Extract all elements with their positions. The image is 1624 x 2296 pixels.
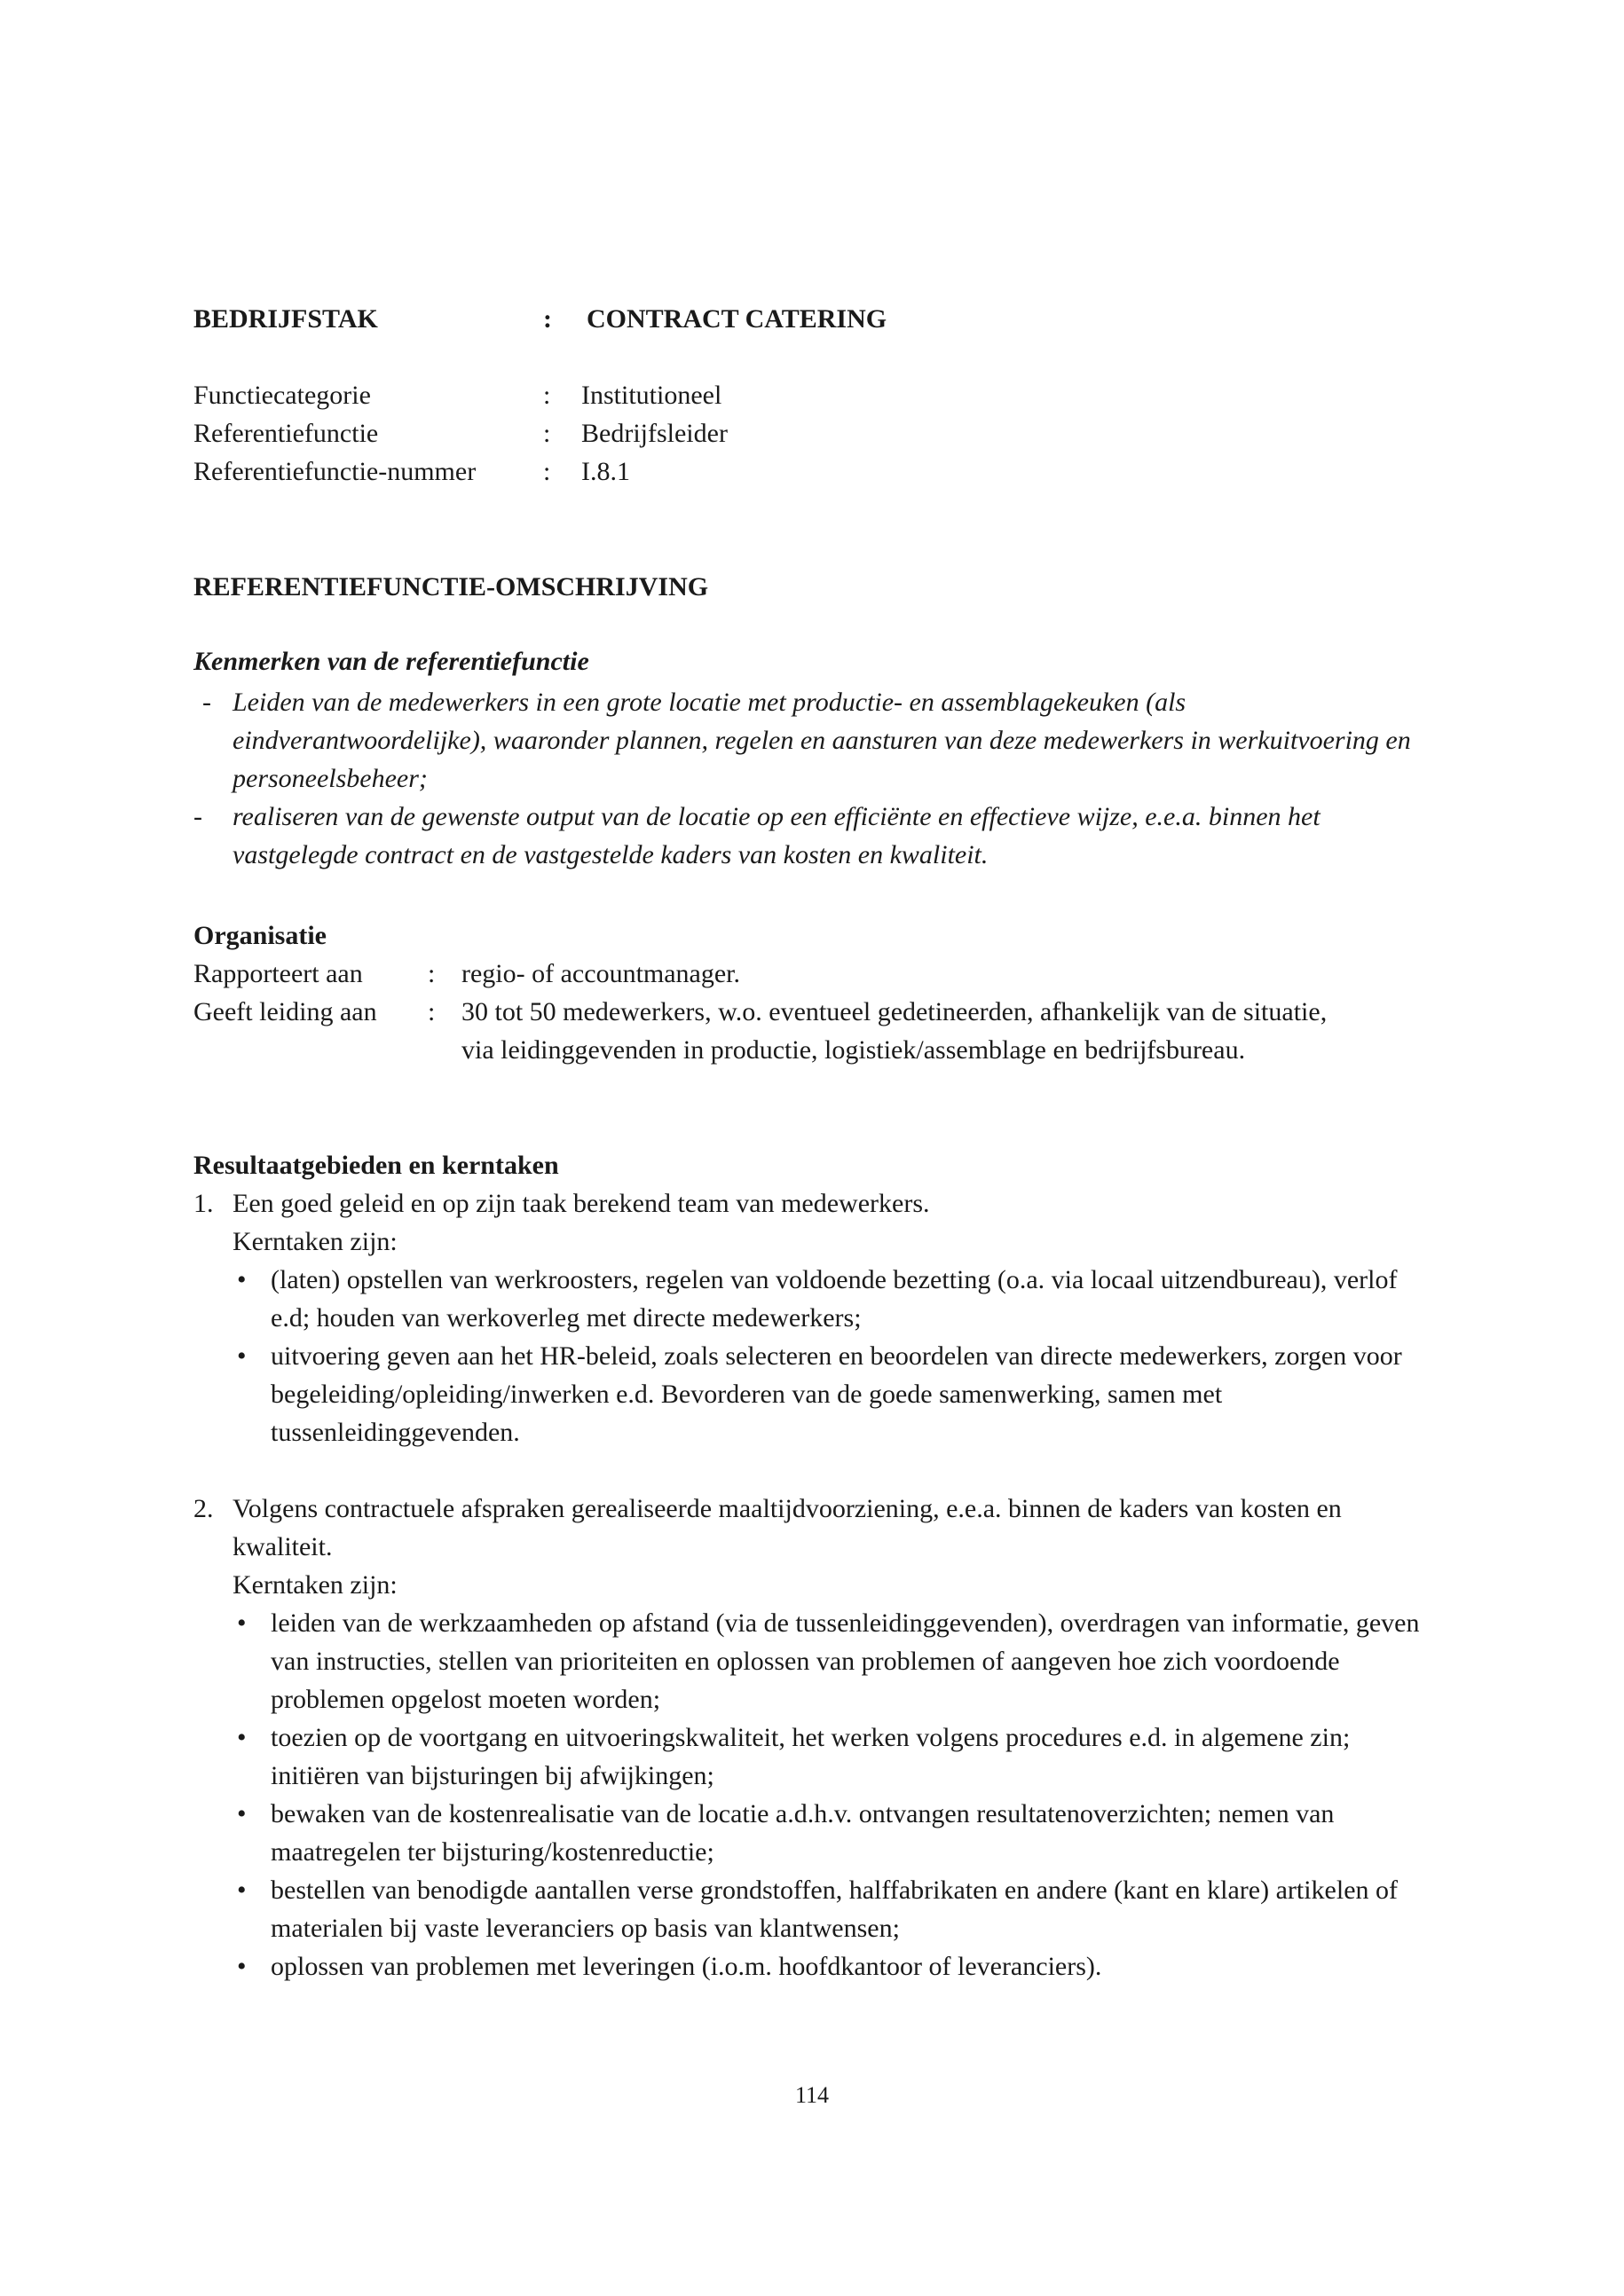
task-text: (laten) opstellen van werkroosters, regelen van voldoende bezetting (o.a. via locaal uitzendbureau), verlof e.d; houden van werkoverleg met directe medewerkers; (271, 1265, 1398, 1333)
separator: : (543, 419, 551, 448)
results-heading: Resultaatgebieden en kerntaken (193, 1151, 559, 1180)
separator: : (543, 304, 552, 334)
bullet-marker: • (237, 1723, 247, 1752)
field-value: Bedrijfsleider (581, 419, 728, 448)
separator: : (428, 997, 436, 1026)
task-text: toezien op de voortgang en uitvoeringskwaliteit, het werken volgens procedures e.d. in algemene zin; initiëren van bijsturingen bij afwijkingen; (271, 1723, 1351, 1790)
dash-marker: - (193, 802, 202, 831)
list-item (193, 1871, 1436, 1947)
task-text: oplossen van problemen met leveringen (i.o.m. hoofdkantoor of leveranciers). (271, 1952, 1102, 1981)
tasks-list (193, 1261, 1436, 1451)
tasks-label: Kerntaken zijn: (233, 1227, 398, 1256)
tasks-list (193, 1604, 1436, 1985)
list-item (193, 1604, 1436, 1718)
characteristics-list (193, 683, 1436, 874)
result-area-2 (193, 1490, 1436, 1985)
task-text: bestellen van benodigde aantallen verse grondstoffen, halffabrikaten en andere (kant en klare) artikelen of materialen bij vaste leveranciers op basis van klantwensen; (271, 1875, 1399, 1943)
characteristics-heading: Kenmerken van de referentiefunctie (193, 647, 589, 676)
org-label: Rapporteert aan (193, 959, 363, 988)
result-area-1 (193, 1184, 1436, 1451)
bullet-marker: • (237, 1341, 247, 1371)
result-title: Volgens contractuele afspraken gerealiseerde maaltijdvoorziening, e.e.a. binnen de kaders van kosten en kwaliteit. (233, 1494, 1342, 1561)
field-value: I.8.1 (581, 457, 630, 486)
list-item (193, 1337, 1436, 1451)
separator: : (543, 457, 551, 486)
field-label: Referentiefunctie-nummer (193, 457, 477, 486)
bullet-marker: • (237, 1799, 247, 1828)
section-title: REFERENTIEFUNCTIE-OMSCHRIJVING (193, 572, 709, 602)
result-number: 1. (193, 1189, 214, 1218)
separator: : (543, 381, 551, 410)
bullet-marker: • (237, 1875, 247, 1905)
list-item (193, 1947, 1436, 1985)
org-value: regio- of accountmanager. (461, 959, 741, 988)
list-item-text: Leiden van de medewerkers in een grote locatie met productie- en assemblagekeuken (als eindverantwoordelijke), waaronder plannen, regelen en aansturen van deze medewerkers in werkuitvoering en personeelsbeheer; (233, 688, 1411, 793)
bullet-marker: • (237, 1608, 247, 1638)
bullet-marker: • (237, 1952, 247, 1981)
sector-value: CONTRACT CATERING (587, 304, 887, 334)
org-value: 30 tot 50 medewerkers, w.o. eventueel gedetineerden, afhankelijk van de situatie, via leidinggevenden in productie, logistiek/assemblage en bedrijfsbureau. (461, 997, 1328, 1065)
list-item (193, 683, 1436, 798)
list-item (193, 1261, 1436, 1337)
field-label: Functiecategorie (193, 381, 371, 410)
organisation-heading: Organisatie (193, 921, 327, 950)
list-item (193, 798, 1436, 874)
field-value: Institutioneel (581, 381, 722, 410)
tasks-label: Kerntaken zijn: (233, 1570, 398, 1600)
page-number: 114 (794, 2082, 830, 2108)
list-item (193, 1795, 1436, 1871)
result-title: Een goed geleid en op zijn taak berekend team van medewerkers. (233, 1189, 930, 1218)
separator: : (428, 959, 436, 988)
bullet-marker: • (237, 1265, 247, 1294)
field-label: Referentiefunctie (193, 419, 379, 448)
list-item (193, 1718, 1436, 1795)
task-text: bewaken van de kostenrealisatie van de locatie a.d.h.v. ontvangen resultatenoverzichten; nemen van maatregelen ter bijsturing/kostenreductie; (271, 1799, 1335, 1867)
org-label: Geeft leiding aan (193, 997, 377, 1026)
task-text: uitvoering geven aan het HR-beleid, zoals selecteren en beoordelen van directe medewerkers, zorgen voor begeleiding/opleiding/inwerken e.d. Bevorderen van de goede samenwerking, samen met tussenleidinggevenden. (271, 1341, 1402, 1447)
task-text: leiden van de werkzaamheden op afstand (via de tussenleidinggevenden), overdragen van informatie, geven van instructies, stellen van prioriteiten en oplossen van problemen of aangeven hoe zich voordoende problemen opgelost moeten worden; (271, 1608, 1420, 1714)
sector-label: BEDRIJFSTAK (193, 304, 378, 334)
result-number: 2. (193, 1494, 214, 1523)
list-item-text: realiseren van de gewenste output van de locatie op een efficiënte en effectieve wijze, e.e.a. binnen het vastgelegde contract en de vastgestelde kaders van kosten en kwaliteit. (233, 802, 1320, 869)
dash-marker: - (202, 688, 211, 717)
